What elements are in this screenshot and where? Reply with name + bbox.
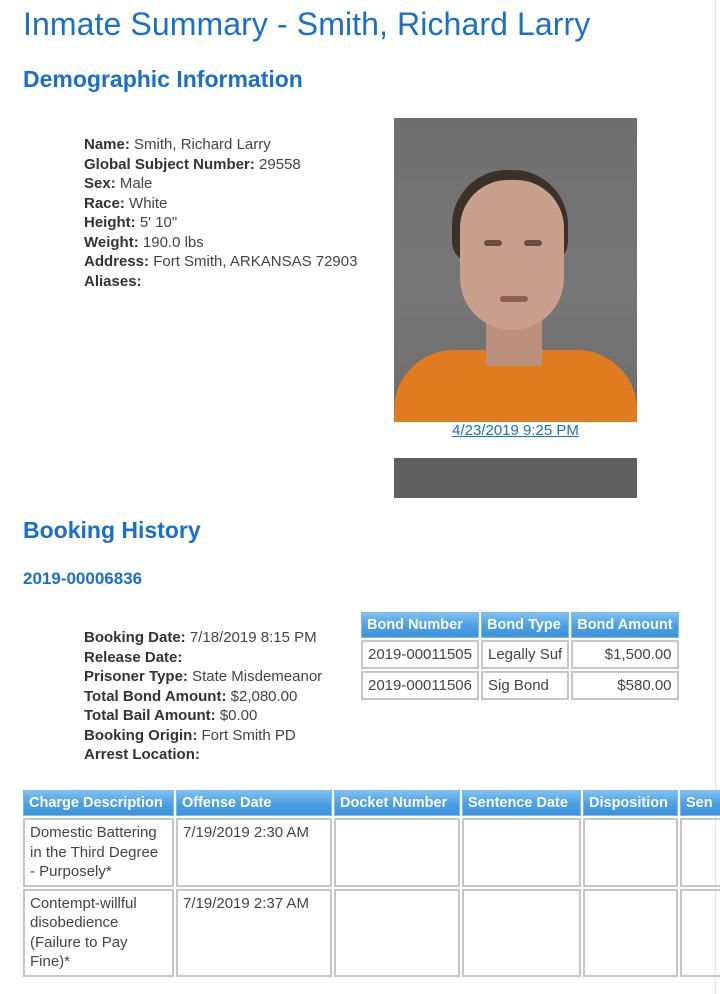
booking-fields <box>84 628 322 765</box>
field-value: 190.0 lbs <box>142 233 204 251</box>
demographics-heading: Demographic Information <box>23 66 303 92</box>
photo-mouth <box>500 296 528 302</box>
field-value: Male <box>119 175 153 192</box>
bond-amount-cell: $580.00 <box>571 671 678 700</box>
field-race <box>84 194 357 214</box>
photo-face <box>460 180 564 330</box>
sentence-date-cell <box>462 889 581 977</box>
disposition-cell <box>583 818 678 887</box>
field-label: Booking Date: <box>84 629 186 646</box>
column-header-sentence-date[interactable]: Sentence Date <box>462 790 581 816</box>
sentence-cell <box>680 889 720 977</box>
column-header-bond-number[interactable]: Bond Number <box>361 612 479 638</box>
field-height <box>84 213 357 233</box>
field-address <box>84 252 357 272</box>
field-sex <box>84 174 357 194</box>
field-prisoner-type <box>84 667 322 687</box>
field-value: $2,080.00 <box>230 687 298 705</box>
docket-number-cell <box>334 818 460 887</box>
field-label: Race: <box>84 194 125 212</box>
sentence-date-cell <box>462 818 581 887</box>
table-row <box>361 640 679 669</box>
field-value: 5' 10" <box>139 214 178 231</box>
field-value: $0.00 <box>219 707 258 724</box>
bond-number-cell: 2019-00011505 <box>361 640 479 669</box>
disposition-cell <box>583 889 678 977</box>
field-global-subject-number <box>84 155 357 175</box>
field-aliases <box>84 272 357 292</box>
charges-table-container[interactable] <box>21 788 720 979</box>
field-label: Booking Origin: <box>84 726 198 744</box>
bond-table <box>359 610 681 702</box>
field-label: Release Date: <box>84 648 183 666</box>
offense-date-cell: 7/19/2019 2:37 AM <box>176 889 332 977</box>
column-header-bond-type[interactable]: Bond Type <box>481 612 569 638</box>
column-header-disposition[interactable]: Disposition <box>583 790 678 816</box>
field-name <box>84 135 357 155</box>
offense-date-cell: 7/19/2019 2:30 AM <box>176 818 332 887</box>
table-row <box>361 671 679 700</box>
field-label: Prisoner Type: <box>84 668 188 685</box>
booking-number: 2019-00006836 <box>23 569 143 588</box>
field-value: White <box>129 194 168 212</box>
charge-description-cell: Domestic Battering in the Third Degree - Purposely* <box>23 818 174 887</box>
field-label: Aliases: <box>84 272 142 290</box>
photo-eye <box>484 240 502 246</box>
field-label: Name: <box>84 136 130 153</box>
field-value: Fort Smith PD <box>201 726 296 744</box>
demographic-fields <box>84 135 357 291</box>
column-header-offense-date[interactable]: Offense Date <box>176 790 332 816</box>
column-header-sentence[interactable]: Sen <box>680 790 720 816</box>
bond-header-row <box>361 612 679 638</box>
field-booking-date <box>84 628 322 648</box>
charges-header-row <box>23 790 720 816</box>
field-label: Arrest Location: <box>84 746 200 763</box>
field-release-date <box>84 648 322 668</box>
charge-description-cell: Contempt-willful disobedience (Failure to Pay Fine)* <box>23 889 174 977</box>
field-label: Address: <box>84 253 150 270</box>
bond-type-cell: Legally Suf <box>481 640 569 669</box>
column-header-docket-number[interactable]: Docket Number <box>334 790 460 816</box>
bond-amount-cell: $1,500.00 <box>571 640 678 669</box>
field-arrest-location <box>84 745 322 765</box>
field-label: Total Bail Amount: <box>84 707 216 724</box>
field-label: Height: <box>84 214 136 231</box>
photo-date-link[interactable]: 4/23/2019 9:25 PM <box>452 422 579 439</box>
field-value: 7/18/2019 8:15 PM <box>189 629 317 646</box>
field-value: Fort Smith, ARKANSAS 72903 <box>153 253 358 270</box>
booking-history-heading: Booking History <box>23 517 201 543</box>
field-total-bond-amount <box>84 687 322 707</box>
column-header-charge-description[interactable]: Charge Description <box>23 790 174 816</box>
field-total-bail-amount <box>84 706 322 726</box>
field-label: Weight: <box>84 233 139 251</box>
field-booking-origin <box>84 726 322 746</box>
table-row <box>23 889 720 977</box>
column-header-bond-amount[interactable]: Bond Amount <box>571 612 678 638</box>
page-title: Inmate Summary - Smith, Richard Larry <box>23 6 591 42</box>
docket-number-cell <box>334 889 460 977</box>
photo-eye <box>524 240 542 246</box>
field-value: 29558 <box>259 155 301 173</box>
bond-type-cell: Sig Bond <box>481 671 569 700</box>
field-value: Smith, Richard Larry <box>134 136 271 153</box>
field-label: Global Subject Number: <box>84 155 255 173</box>
mugshot-photo[interactable] <box>394 118 637 422</box>
charges-table <box>21 788 720 979</box>
table-row <box>23 818 720 887</box>
field-value: State Misdemeanor <box>192 668 323 685</box>
field-label: Sex: <box>84 175 116 192</box>
secondary-photo[interactable] <box>394 458 637 498</box>
field-label: Total Bond Amount: <box>84 687 227 705</box>
bond-number-cell: 2019-00011506 <box>361 671 479 700</box>
sentence-cell <box>680 818 720 887</box>
field-weight <box>84 233 357 253</box>
